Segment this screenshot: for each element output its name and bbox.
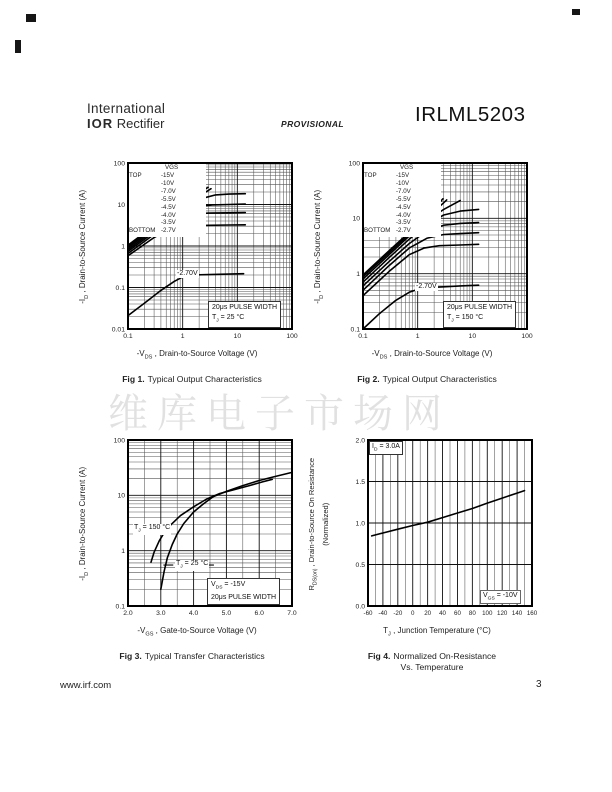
fig4-id-condition: $I_D = 3.0A$ [369, 441, 403, 455]
x-tick-label: 0 [411, 610, 415, 617]
x-tick-label: 120 [497, 610, 508, 617]
figure-2 [313, 157, 567, 384]
fig2-x-axis-label: $-V_{DS}$ , Drain-to-Source Voltage (V) [371, 349, 493, 361]
y-tick-label: 1 [121, 243, 125, 251]
fig2-caption: Fig 2. Typical Output Characteristics [357, 374, 497, 384]
x-tick-label: 2.0 [123, 610, 133, 617]
figure-4 [306, 434, 572, 672]
fig4-plot [332, 434, 556, 624]
scan-artifact [15, 40, 21, 53]
fig1-curve-label: -2.70V [177, 270, 198, 277]
ir-logo [87, 101, 165, 131]
legend-row: -10V [161, 179, 175, 187]
legend-row: -5.5V [161, 195, 176, 203]
scan-artifact [26, 14, 36, 22]
x-tick-label: 40 [439, 610, 446, 617]
x-tick-label: 5.0 [221, 610, 232, 617]
fig1-conditions-note: 20μs PULSE WIDTH $T_J = 25$ °C [208, 301, 281, 328]
x-tick-label: 1 [180, 333, 185, 340]
watermark-text: 维库电子市场网 [108, 392, 451, 436]
x-tick-label: -20 [393, 610, 403, 617]
y-tick-label: 0.1 [115, 603, 125, 611]
fig2-conditions-note: 20μs PULSE WIDTH $T_J = 150$ °C [443, 301, 516, 328]
fig3-conditions-note: $V_{DS} = -15V$ 20μs PULSE WIDTH [207, 578, 280, 605]
fig3-caption: Fig 3. Typical Transfer Characteristics [119, 651, 265, 661]
fig3-plot [92, 434, 316, 624]
fig1-x-axis-label: $-V_{DS}$ , Drain-to-Source Voltage (V) [136, 349, 258, 361]
x-tick-label: 6.0 [254, 610, 264, 617]
fig4-caption: Fig 4. Normalized On-Resistance Vs. Temperature [367, 651, 497, 672]
x-tick-label: 10 [468, 333, 477, 340]
legend-row: -3.5V [396, 219, 411, 227]
x-tick-label: 0.1 [123, 333, 133, 340]
legend-row: TOP -15V [364, 172, 410, 179]
scan-artifact [572, 9, 580, 15]
y-tick-label: 100 [113, 437, 125, 445]
fig4-vgs-condition: $V_{GS} = -10V$ [480, 590, 521, 604]
legend-row: -4.0V [161, 211, 176, 219]
legend-row: -4.5V [161, 203, 176, 211]
legend-row: BOTTOM -2.7V [364, 227, 411, 235]
legend-row: -4.5V [396, 203, 411, 211]
fig4-y-axis-label: $R_{DS(on)}$ , Drain-to-Source On Resistance (Normalized) [306, 457, 330, 591]
y-tick-label: 10 [117, 201, 125, 209]
legend-row: -5.5V [396, 195, 411, 203]
x-tick-label: 160 [526, 610, 538, 617]
fig1-caption: Fig 1. Typical Output Characteristics [122, 374, 262, 384]
y-tick-label: 10 [117, 492, 125, 500]
figure-3 [78, 434, 332, 661]
x-tick-label: 100 [286, 333, 298, 340]
legend-row: -7.0V [396, 187, 411, 195]
legend-row: BOTTOM -2.7V [129, 227, 176, 235]
y-tick-label: 1.5 [355, 478, 365, 486]
fig2-chart [327, 157, 551, 347]
x-tick-label: 100 [482, 610, 493, 617]
x-tick-label: 100 [521, 333, 533, 340]
y-tick-label: 0.1 [115, 284, 125, 292]
y-tick-label: 0.1 [350, 326, 360, 334]
legend-row: -4.0V [396, 211, 411, 219]
fig2-curve-label: -2.70V [416, 283, 437, 290]
x-tick-label: 7.0 [287, 610, 297, 617]
x-tick-label: 1 [415, 333, 420, 340]
x-tick-label: 20 [424, 610, 432, 617]
y-tick-label: 2.0 [355, 437, 365, 445]
x-tick-label: 140 [511, 610, 523, 617]
y-tick-label: 1 [121, 548, 125, 556]
footer-url: www.irf.com [60, 680, 112, 691]
legend-row: -10V [396, 179, 410, 187]
y-tick-label: 0.5 [355, 561, 365, 569]
footer-page-number: 3 [536, 679, 542, 690]
figure-1 [78, 157, 332, 384]
x-tick-label: 3.0 [156, 610, 166, 617]
fig4-x-axis-label: $T_J$ , Junction Temperature (°C) [383, 626, 491, 638]
x-tick-label: -60 [363, 610, 373, 617]
y-tick-label: 0.01 [111, 326, 125, 334]
fig3-chart [92, 434, 316, 624]
ir-logo-line2: IOR Rectifier [87, 116, 165, 131]
x-tick-label: 60 [454, 610, 461, 617]
y-tick-label: 1 [356, 271, 360, 279]
fig1-legend [129, 164, 206, 237]
legend-row: -7.0V [161, 187, 176, 195]
legend-row: TOP -15V [129, 172, 175, 179]
ir-logo-mark: IOR [87, 116, 114, 131]
legend-header: VGS [400, 164, 414, 171]
y-tick-label: 100 [113, 160, 125, 168]
fig4-chart [332, 434, 556, 624]
fig3-25c-label: $T_J = 25$ °C [176, 560, 209, 570]
x-tick-label: 0.1 [358, 333, 368, 340]
fig3-150c-label: $T_J = 150$ °C [134, 524, 171, 534]
fig3-y-axis-label: $-I_D$ , Drain-to-Source Current (A) [78, 466, 90, 581]
x-tick-label: -40 [378, 610, 388, 617]
legend-row: -3.5V [161, 219, 176, 227]
fig2-y-axis-label: $-I_D$ , Drain-to-Source Current (A) [313, 189, 325, 304]
series-curve [372, 491, 525, 536]
x-tick-label: 80 [468, 610, 476, 617]
x-tick-label: 10 [233, 333, 242, 340]
fig1-y-axis-label: $-I_D$ , Drain-to-Source Current (A) [78, 189, 90, 304]
part-number: IRLML5203 [415, 103, 526, 126]
x-tick-label: 4.0 [188, 610, 199, 617]
provisional-label: PROVISIONAL [281, 119, 344, 129]
y-tick-label: 0.0 [355, 603, 365, 611]
y-tick-label: 10 [352, 215, 360, 223]
y-tick-label: 1.0 [355, 520, 365, 528]
y-tick-label: 100 [348, 160, 360, 168]
series-curve [151, 479, 272, 562]
fig2-legend [364, 164, 441, 237]
legend-header: VGS [165, 164, 179, 171]
fig1-chart [92, 157, 316, 347]
fig3-x-axis-label: $-V_{GS}$ , Gate-to-Source Voltage (V) [137, 626, 257, 638]
ir-logo-line1: International [87, 101, 166, 116]
